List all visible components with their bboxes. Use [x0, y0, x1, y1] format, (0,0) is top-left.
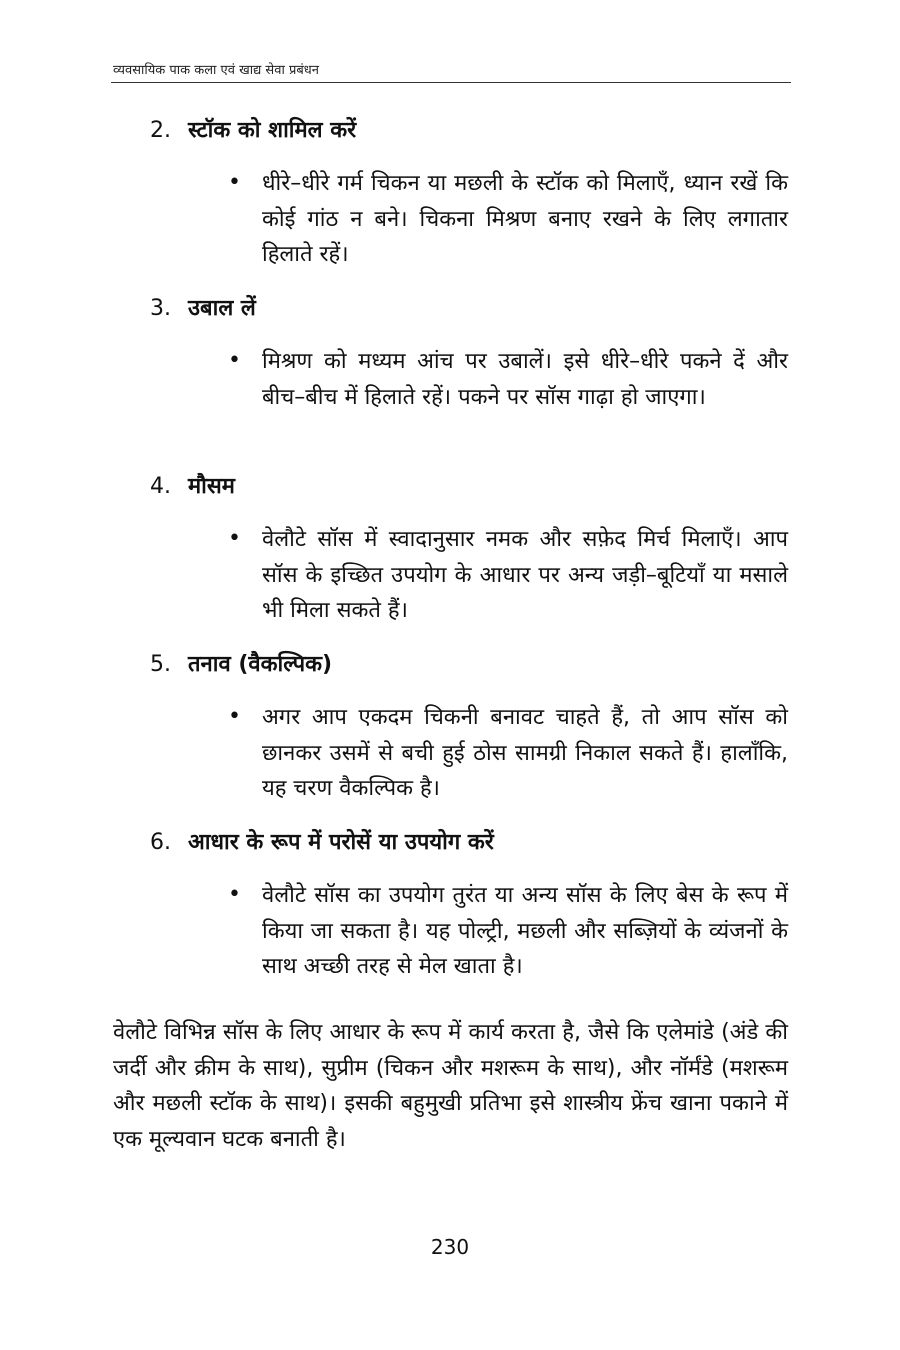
step-title: मौसम — [188, 474, 235, 499]
header-divider — [111, 82, 791, 83]
bullet-icon: • — [228, 704, 241, 729]
step-number: 2. — [150, 118, 171, 143]
page-number: 230 — [430, 1235, 470, 1259]
step-description: धीरे–धीरे गर्म चिकन या मछली के स्टॉक को मिलाएँ, ध्यान रखें कि कोई गांठ न बने। चिकना मिश्रण बनाए रखने के लिए लगातार हिलाते रहें। — [262, 171, 788, 267]
step-number: 5. — [150, 652, 171, 677]
bullet-icon: • — [228, 526, 241, 551]
step-number: 4. — [150, 474, 171, 499]
step-description: वेलौटे सॉस का उपयोग तुरंत या अन्य सॉस के लिए बेस के रूप में किया जा सकता है। यह पोल्ट्री, मछली और सब्ज़ियों के व्यंजनों के साथ अच्छी तरह से मेल खाता है। — [262, 883, 788, 979]
bullet-icon: • — [228, 348, 241, 373]
step-description: अगर आप एकदम चिकनी बनावट चाहते हैं, तो आप सॉस को छानकर उसमें से बची हुई ठोस सामग्री निकाल सकते हैं। हालाँकि, यह चरण वैकल्पिक है। — [262, 705, 788, 801]
step-title: तनाव (वैकल्पिक) — [188, 652, 333, 677]
step-title: उबाल लें — [188, 296, 256, 321]
running-header: व्यवसायिक पाक कला एवं खाद्य सेवा प्रबंधन — [113, 63, 319, 78]
step-heading — [150, 114, 356, 144]
step-description: मिश्रण को मध्यम आंच पर उबालें। इसे धीरे–धीरे पकने दें और बीच–बीच में हिलाते रहें। पकने पर सॉस गाढ़ा हो जाएगा। — [262, 349, 788, 410]
step-heading — [150, 648, 332, 678]
step-heading — [150, 292, 256, 322]
closing-paragraph: वेलौटे विभिन्न सॉस के लिए आधार के रूप में कार्य करता है, जैसे कि एलेमांडे (अंडे की जर्दी और क्रीम के साथ), सुप्रीम (चिकन और मशरूम के साथ), और नॉर्मंडे (मशरूम और मछली स्टॉक के साथ)। इसकी बहुमुखी प्रतिभा इसे शास्त्रीय फ्रेंच खाना पकाने में एक मूल्यवान घटक बनाती है। — [113, 1020, 788, 1152]
bullet-icon: • — [228, 170, 241, 195]
step-number: 6. — [150, 830, 171, 855]
bullet-icon: • — [228, 882, 241, 907]
step-heading — [150, 826, 494, 856]
step-title: आधार के रूप में परोसें या उपयोग करें — [188, 830, 494, 855]
step-number: 3. — [150, 296, 171, 321]
step-heading — [150, 470, 235, 500]
step-title: स्टॉक को शामिल करें — [188, 118, 357, 143]
step-description: वेलौटे सॉस में स्वादानुसार नमक और सफ़ेद मिर्च मिलाएँ। आप सॉस के इच्छित उपयोग के आधार पर अन्य जड़ी–बूटियाँ या मसाले भी मिला सकते हैं। — [262, 527, 788, 623]
